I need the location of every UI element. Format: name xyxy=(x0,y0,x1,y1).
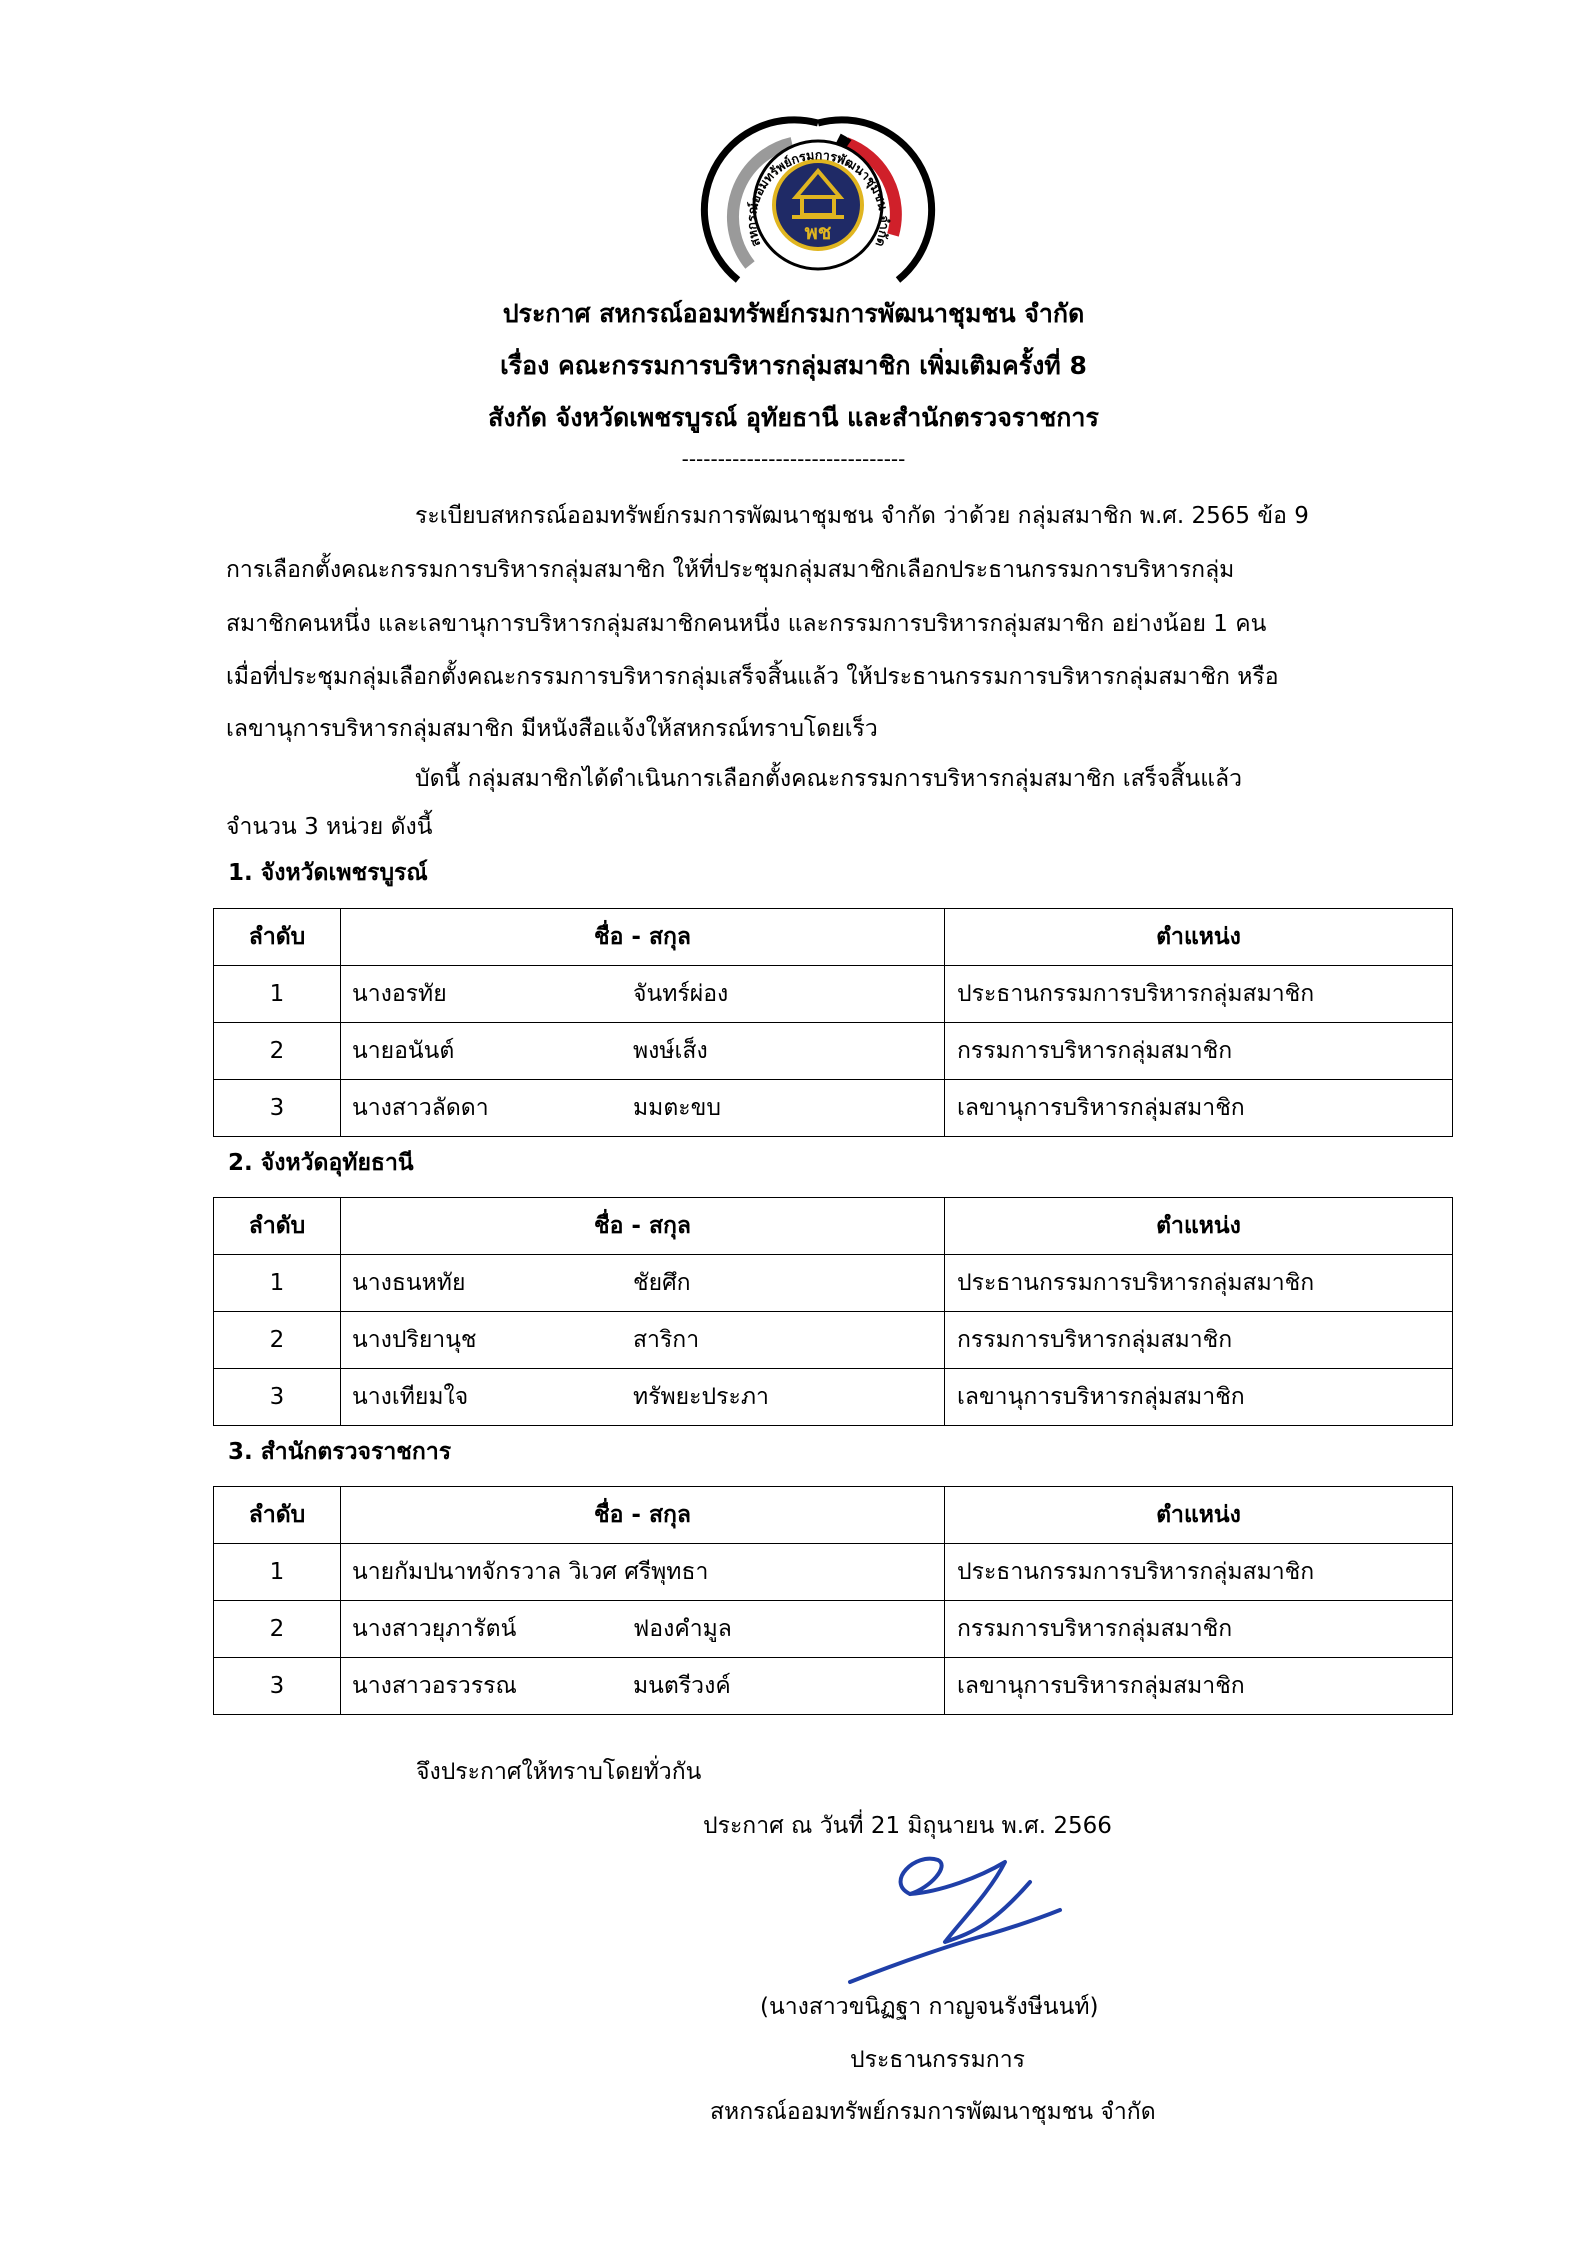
first-name: นางสาวลัดดา xyxy=(352,1095,489,1121)
column-header-name: ชื่อ - สกุล xyxy=(341,1198,945,1255)
first-name: นายอนันต์ xyxy=(352,1038,455,1064)
paragraph-line: บัดนี้ กลุ่มสมาชิกได้ดำเนินการเลือกตั้งคณะกรรมการบริหารกลุ่มสมาชิก เสร็จสิ้นแล้ว xyxy=(415,766,1243,792)
column-header-position: ตำแหน่ง xyxy=(945,1487,1453,1544)
paragraph-line: เมื่อที่ประชุมกลุ่มเลือกตั้งคณะกรรมการบริหารกลุ่มเสร็จสิ้นแล้ว ให้ประธานกรรมการบริหารกลุ่มสมาชิก หรือ xyxy=(226,664,1279,690)
member-name xyxy=(341,1080,945,1137)
last-name: ฟองคำมูล xyxy=(633,1616,732,1642)
first-name: นายกัมปนาทจักรวาล วิเวศ ศรีพุทธา xyxy=(352,1559,709,1585)
signer-organization: สหกรณ์ออมทรัพย์กรมการพัฒนาชุมชน จำกัด xyxy=(710,2099,1156,2125)
logo-ring-text: สหกรณ์ออมทรัพย์กรมการพัฒนาชุมชน จำกัด xyxy=(743,147,893,249)
row-number: 2 xyxy=(214,1023,341,1080)
paragraph-line: จำนวน 3 หน่วย ดังนี้ xyxy=(226,814,433,840)
table-row xyxy=(214,1080,1453,1137)
member-position: เลขานุการบริหารกลุ่มสมาชิก xyxy=(945,1080,1453,1137)
last-name: สาริกา xyxy=(633,1327,700,1353)
table-header-row xyxy=(214,1198,1453,1255)
paragraph-line: เลขานุการบริหารกลุ่มสมาชิก มีหนังสือแจ้งให้สหกรณ์ทราบโดยเร็ว xyxy=(226,716,878,742)
cooperative-logo xyxy=(688,105,948,315)
table-row xyxy=(214,966,1453,1023)
signer-name: (นางสาวขนิฏฐา กาญจนรังษีนนท์) xyxy=(760,1994,1099,2020)
column-header-position: ตำแหน่ง xyxy=(945,1198,1453,1255)
column-header-name: ชื่อ - สกุล xyxy=(341,1487,945,1544)
header-divider: ------------------------------- xyxy=(681,447,906,471)
member-position: เลขานุการบริหารกลุ่มสมาชิก xyxy=(945,1658,1453,1715)
last-name: ทรัพยะประภา xyxy=(633,1384,769,1410)
last-name: พงษ์เส็ง xyxy=(633,1038,708,1064)
table-row xyxy=(214,1023,1453,1080)
row-number: 3 xyxy=(214,1369,341,1426)
row-number: 2 xyxy=(214,1312,341,1369)
column-header-no: ลำดับ xyxy=(214,1198,341,1255)
table-row xyxy=(214,1544,1453,1601)
paragraph-line: ระเบียบสหกรณ์ออมทรัพย์กรมการพัฒนาชุมชน จำกัด ว่าด้วย กลุ่มสมาชิก พ.ศ. 2565 ข้อ 9 xyxy=(415,503,1309,529)
row-number: 3 xyxy=(214,1080,341,1137)
member-name xyxy=(341,1369,945,1426)
first-name: นางสาวยุภารัตน์ xyxy=(352,1616,517,1642)
announcement-title: ประกาศ สหกรณ์ออมทรัพย์กรมการพัฒนาชุมชน จำกัด xyxy=(502,299,1085,328)
signature-stroke xyxy=(850,1859,1060,1982)
section-title-inspection-office: 3. สำนักตรวจราชการ xyxy=(228,1439,452,1465)
member-position: กรรมการบริหารกลุ่มสมาชิก xyxy=(945,1312,1453,1369)
member-position: ประธานกรรมการบริหารกลุ่มสมาชิก xyxy=(945,1544,1453,1601)
closing-notice: จึงประกาศให้ทราบโดยทั่วกัน xyxy=(416,1759,702,1785)
column-header-position: ตำแหน่ง xyxy=(945,909,1453,966)
first-name: นางสาวอรวรรณ xyxy=(352,1673,517,1699)
member-name xyxy=(341,1023,945,1080)
announcement-scope: สังกัด จังหวัดเพชรบูรณ์ อุทัยธานี และสำนักตรวจราชการ xyxy=(488,403,1099,432)
signer-title: ประธานกรรมการ xyxy=(850,2047,1025,2073)
member-position: กรรมการบริหารกลุ่มสมาชิก xyxy=(945,1601,1453,1658)
column-header-no: ลำดับ xyxy=(214,909,341,966)
table-header-row xyxy=(214,1487,1453,1544)
member-name xyxy=(341,966,945,1023)
row-number: 1 xyxy=(214,966,341,1023)
member-position: เลขานุการบริหารกลุ่มสมาชิก xyxy=(945,1369,1453,1426)
member-name xyxy=(341,1312,945,1369)
column-header-no: ลำดับ xyxy=(214,1487,341,1544)
table-row xyxy=(214,1658,1453,1715)
paragraph-line: สมาชิกคนหนึ่ง และเลขานุการบริหารกลุ่มสมาชิกคนหนึ่ง และกรรมการบริหารกลุ่มสมาชิก อย่างน้อย 1 คน xyxy=(226,611,1267,637)
row-number: 1 xyxy=(214,1255,341,1312)
table-row xyxy=(214,1255,1453,1312)
table-row xyxy=(214,1601,1453,1658)
member-name xyxy=(341,1255,945,1312)
section-title-uthaithani: 2. จังหวัดอุทัยธานี xyxy=(228,1150,414,1176)
members-table-uthaithani xyxy=(213,1197,1453,1426)
row-number: 1 xyxy=(214,1544,341,1601)
table-header-row xyxy=(214,909,1453,966)
member-position: ประธานกรรมการบริหารกลุ่มสมาชิก xyxy=(945,1255,1453,1312)
member-name xyxy=(341,1658,945,1715)
member-position: กรรมการบริหารกลุ่มสมาชิก xyxy=(945,1023,1453,1080)
member-name xyxy=(341,1601,945,1658)
announcement-subject: เรื่อง คณะกรรมการบริหารกลุ่มสมาชิก เพิ่มเติมครั้งที่ 8 xyxy=(500,351,1087,380)
last-name: ชัยศึก xyxy=(633,1270,691,1296)
members-table-phetchabun xyxy=(213,908,1453,1137)
column-header-name: ชื่อ - สกุล xyxy=(341,909,945,966)
row-number: 2 xyxy=(214,1601,341,1658)
section-title-phetchabun: 1. จังหวัดเพชรบูรณ์ xyxy=(228,860,428,886)
logo-emblem-text: พช xyxy=(804,220,832,244)
table-row xyxy=(214,1369,1453,1426)
row-number: 3 xyxy=(214,1658,341,1715)
last-name: มมตะขบ xyxy=(633,1095,721,1121)
first-name: นางเทียมใจ xyxy=(352,1384,469,1410)
members-table-inspection-office xyxy=(213,1486,1453,1715)
first-name: นางธนหทัย xyxy=(352,1270,466,1296)
announcement-date: ประกาศ ณ วันที่ 21 มิถุนายน พ.ศ. 2566 xyxy=(703,1813,1112,1839)
first-name: นางอรทัย xyxy=(352,981,447,1007)
last-name: จันทร์ผ่อง xyxy=(633,981,729,1007)
member-name xyxy=(341,1544,945,1601)
member-position: ประธานกรรมการบริหารกลุ่มสมาชิก xyxy=(945,966,1453,1023)
last-name: มนตรีวงค์ xyxy=(633,1673,731,1699)
paragraph-line: การเลือกตั้งคณะกรรมการบริหารกลุ่มสมาชิก ให้ที่ประชุมกลุ่มสมาชิกเลือกประธานกรรมการบริหารกลุ่ม xyxy=(226,557,1235,583)
table-row xyxy=(214,1312,1453,1369)
first-name: นางปริยานุช xyxy=(352,1327,477,1353)
